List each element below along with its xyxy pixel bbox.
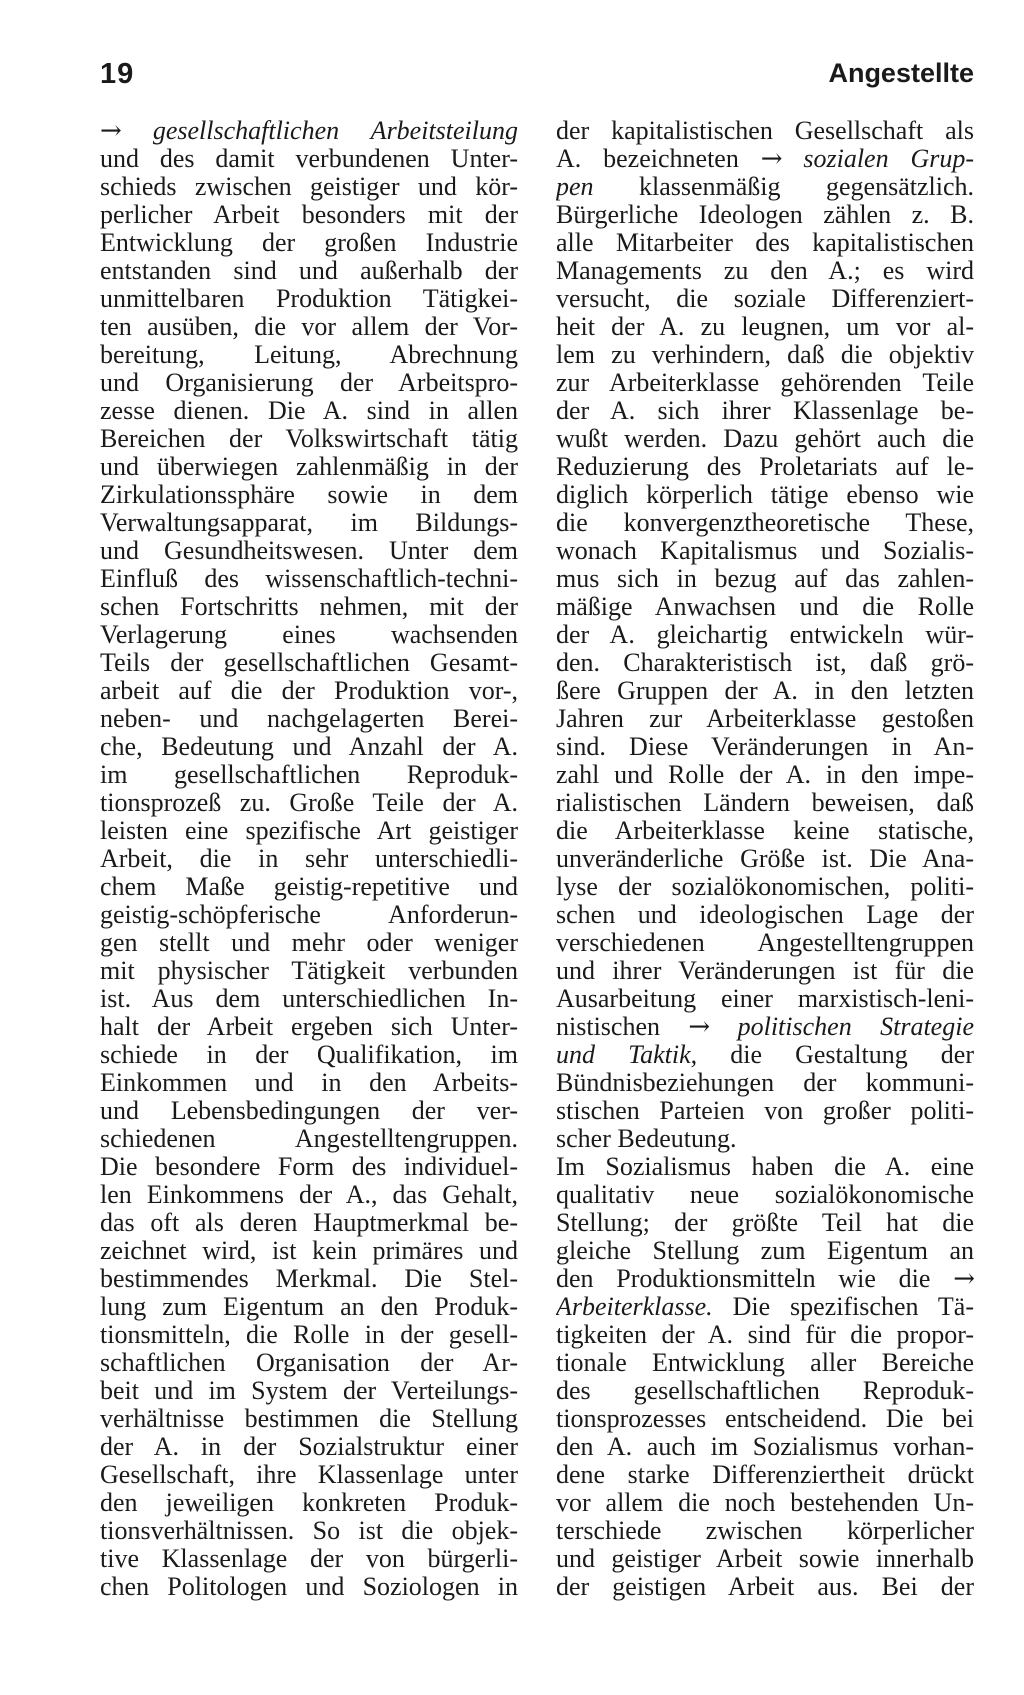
text-segment: im gesellschaftlichen Reproduk- bbox=[100, 761, 518, 789]
text-segment: rialistischen Ländern beweisen, daß bbox=[556, 789, 974, 817]
text-segment: die Arbeiterklasse keine statische, bbox=[556, 817, 974, 845]
text-line bbox=[100, 1377, 518, 1405]
text-line bbox=[556, 789, 974, 817]
text-line bbox=[556, 929, 974, 957]
text-line bbox=[556, 1209, 974, 1237]
text-segment: gen stellt und mehr oder weniger bbox=[100, 929, 518, 957]
italic-reference-text: Arbeiterklasse. bbox=[556, 1293, 713, 1321]
text-line bbox=[100, 817, 518, 845]
text-line bbox=[556, 481, 974, 509]
text-segment: stischen Parteien von großer politi- bbox=[556, 1097, 974, 1125]
text-segment: schaftlichen Organisation der Ar- bbox=[100, 1349, 518, 1377]
text-line bbox=[556, 509, 974, 537]
text-line bbox=[556, 733, 974, 761]
text-segment: tigkeiten der A. sind für die propor- bbox=[556, 1321, 974, 1349]
text-line bbox=[556, 1013, 974, 1041]
text-segment: neben- und nachgelagerten Berei- bbox=[100, 705, 518, 733]
text-segment: arbeit auf die der Produktion vor-, bbox=[100, 677, 518, 705]
text-line bbox=[100, 593, 518, 621]
text-segment: der A. in der Sozialstruktur einer bbox=[100, 1433, 518, 1461]
italic-reference-text: und Taktik, bbox=[556, 1041, 698, 1069]
text-line bbox=[556, 1125, 974, 1153]
text-segment: dene starke Differenziertheit drückt bbox=[556, 1461, 974, 1489]
text-line bbox=[100, 425, 518, 453]
text-line bbox=[556, 453, 974, 481]
text-line bbox=[100, 1209, 518, 1237]
text-line bbox=[556, 817, 974, 845]
text-line bbox=[556, 1097, 974, 1125]
text-segment: zeichnet wird, ist kein primäres und bbox=[100, 1237, 518, 1265]
text-line bbox=[100, 1349, 518, 1377]
text-line bbox=[556, 1181, 974, 1209]
text-segment: sind. Diese Veränderungen in An- bbox=[556, 733, 974, 761]
text-line bbox=[556, 117, 974, 145]
text-segment: Jahren zur Arbeiterklasse gestoßen bbox=[556, 705, 974, 733]
text-line bbox=[556, 537, 974, 565]
text-line bbox=[556, 229, 974, 257]
text-segment: Reduzierung des Proletariats auf le- bbox=[556, 453, 974, 481]
arrow-reference-icon: → bbox=[760, 145, 782, 173]
text-segment: Im Sozialismus haben die A. eine bbox=[556, 1153, 974, 1181]
text-line bbox=[100, 705, 518, 733]
text-segment: und ihrer Veränderungen ist für die bbox=[556, 957, 974, 985]
arrow-reference-icon: → bbox=[688, 1013, 710, 1041]
text-segment: mäßige Anwachsen und die Rolle bbox=[556, 593, 974, 621]
text-line bbox=[100, 537, 518, 565]
text-segment: tionsprozeß zu. Große Teile der A. bbox=[100, 789, 518, 817]
text-segment: vor allem die noch bestehenden Un- bbox=[556, 1489, 974, 1517]
text-segment: ßere Gruppen der A. in den letzten bbox=[556, 677, 974, 705]
text-line bbox=[556, 901, 974, 929]
text-line bbox=[100, 313, 518, 341]
text-column-right bbox=[556, 117, 974, 1601]
text-segment: diglich körperlich tätige ebenso wie bbox=[556, 481, 974, 509]
text-line bbox=[100, 1545, 518, 1573]
page-number: 19 bbox=[100, 58, 135, 90]
text-line bbox=[556, 621, 974, 649]
text-line bbox=[100, 1153, 518, 1181]
text-segment: Die spezifischen Tä- bbox=[712, 1293, 974, 1321]
text-segment: das oft als deren Hauptmerkmal be- bbox=[100, 1209, 518, 1237]
text-segment: verschiedenen Angestelltengruppen bbox=[556, 929, 974, 957]
text-segment: und des damit verbundenen Unter- bbox=[100, 145, 518, 173]
running-head: Angestellte bbox=[828, 58, 974, 88]
text-line bbox=[100, 677, 518, 705]
text-line bbox=[556, 1153, 974, 1181]
text-line bbox=[100, 1433, 518, 1461]
text-line bbox=[100, 1237, 518, 1265]
text-segment: wonach Kapitalismus und Sozialis- bbox=[556, 537, 974, 565]
text-segment: Managements zu den A.; es wird bbox=[556, 257, 974, 285]
page-header bbox=[100, 58, 974, 98]
text-line bbox=[100, 1461, 518, 1489]
text-line bbox=[100, 229, 518, 257]
text-segment: mit physischer Tätigkeit verbunden bbox=[100, 957, 518, 985]
text-line bbox=[556, 1349, 974, 1377]
text-segment: len Einkommens der A., das Gehalt, bbox=[100, 1181, 518, 1209]
text-segment: mus sich in bezug auf das zahlen- bbox=[556, 565, 974, 593]
text-line bbox=[100, 397, 518, 425]
text-line bbox=[556, 1433, 974, 1461]
text-line bbox=[556, 313, 974, 341]
text-line bbox=[556, 1517, 974, 1545]
text-segment: chen Politologen und Soziologen in bbox=[100, 1573, 518, 1601]
text-line bbox=[100, 1181, 518, 1209]
text-line bbox=[556, 1461, 974, 1489]
text-line bbox=[556, 1321, 974, 1349]
text-line bbox=[100, 1489, 518, 1517]
text-line bbox=[100, 1573, 518, 1601]
text-segment: beit und im System der Verteilungs- bbox=[100, 1377, 518, 1405]
text-segment: heit der A. zu leugnen, um vor al- bbox=[556, 313, 974, 341]
text-segment: Gesellschaft, ihre Klassenlage unter bbox=[100, 1461, 518, 1489]
text-segment: entstanden sind und außerhalb der bbox=[100, 257, 518, 285]
text-line bbox=[556, 1545, 974, 1573]
text-line bbox=[100, 929, 518, 957]
text-segment: schiedenen Angestelltengruppen. bbox=[100, 1125, 518, 1153]
arrow-reference-icon: → bbox=[953, 1265, 974, 1293]
italic-reference-text: pen bbox=[556, 173, 594, 201]
text-line bbox=[556, 1237, 974, 1265]
text-segment: scher Bedeutung. bbox=[556, 1125, 737, 1153]
text-segment: Arbeit, die in sehr unterschiedli- bbox=[100, 845, 518, 873]
text-line bbox=[556, 1405, 974, 1433]
text-line bbox=[556, 1573, 974, 1601]
text-segment: zur Arbeiterklasse gehörenden Teile bbox=[556, 369, 974, 397]
italic-reference-text: gesellschaftlichen Arbeitsteilung bbox=[120, 117, 518, 145]
text-segment: tionsmitteln, die Rolle in der gesell- bbox=[100, 1321, 518, 1349]
text-segment: versucht, die soziale Differenziert- bbox=[556, 285, 974, 313]
text-line bbox=[556, 201, 974, 229]
arrow-reference-icon: → bbox=[100, 117, 121, 145]
text-line bbox=[100, 145, 518, 173]
text-line bbox=[100, 1265, 518, 1293]
text-line bbox=[100, 733, 518, 761]
text-segment: Zirkulationssphäre sowie in dem bbox=[100, 481, 518, 509]
text-segment: schiede in der Qualifikation, im bbox=[100, 1041, 518, 1069]
text-segment: die konvergenztheoretische These, bbox=[556, 509, 974, 537]
text-segment: A. bezeichneten bbox=[556, 145, 761, 173]
text-segment: zahl und Rolle der A. in den impe- bbox=[556, 761, 974, 789]
text-segment: klassenmäßig gegensätzlich. bbox=[593, 173, 974, 201]
text-line bbox=[100, 1013, 518, 1041]
text-line bbox=[100, 1517, 518, 1545]
text-segment: der A. gleichartig entwickeln wür- bbox=[556, 621, 974, 649]
text-line bbox=[556, 1377, 974, 1405]
text-segment: und Gesundheitswesen. Unter dem bbox=[100, 537, 518, 565]
text-line bbox=[556, 257, 974, 285]
text-segment: Teils der gesellschaftlichen Gesamt- bbox=[100, 649, 518, 677]
text-line bbox=[556, 1041, 974, 1069]
text-line bbox=[556, 397, 974, 425]
italic-reference-text: sozialen Grup- bbox=[781, 145, 974, 173]
text-segment: tionale Entwicklung aller Bereiche bbox=[556, 1349, 974, 1377]
text-line bbox=[100, 621, 518, 649]
text-segment: bereitung, Leitung, Abrechnung bbox=[100, 341, 518, 369]
text-line bbox=[556, 1069, 974, 1097]
text-line bbox=[100, 509, 518, 537]
text-line bbox=[100, 761, 518, 789]
text-segment: schen und ideologischen Lage der bbox=[556, 901, 974, 929]
text-segment: Bereichen der Volkswirtschaft tätig bbox=[100, 425, 518, 453]
text-segment: Die besondere Form des individuel- bbox=[100, 1153, 518, 1181]
text-segment: der A. sich ihrer Klassenlage be- bbox=[556, 397, 974, 425]
text-segment: Bündnisbeziehungen der kommuni- bbox=[556, 1069, 974, 1097]
text-segment: Ausarbeitung einer marxistisch-leni- bbox=[556, 985, 974, 1013]
text-line bbox=[556, 1265, 974, 1293]
text-line bbox=[556, 873, 974, 901]
text-line bbox=[556, 1489, 974, 1517]
text-segment: che, Bedeutung und Anzahl der A. bbox=[100, 733, 518, 761]
text-segment: wußt werden. Dazu gehört auch die bbox=[556, 425, 974, 453]
text-line bbox=[100, 1405, 518, 1433]
text-segment: Verlagerung eines wachsenden bbox=[100, 621, 518, 649]
text-line bbox=[100, 1293, 518, 1321]
text-line bbox=[556, 705, 974, 733]
text-segment: ist. Aus dem unterschiedlichen In- bbox=[100, 985, 518, 1013]
text-segment: und Lebensbedingungen der ver- bbox=[100, 1097, 518, 1125]
text-line bbox=[100, 565, 518, 593]
text-line bbox=[556, 845, 974, 873]
text-segment: Bürgerliche Ideologen zählen z. B. bbox=[556, 201, 974, 229]
text-line bbox=[556, 761, 974, 789]
text-line bbox=[100, 845, 518, 873]
text-line bbox=[556, 425, 974, 453]
text-segment: Entwicklung der großen Industrie bbox=[100, 229, 518, 257]
text-segment: ten ausüben, die vor allem der Vor- bbox=[100, 313, 518, 341]
text-segment: lyse der sozialökonomischen, politi- bbox=[556, 873, 974, 901]
text-line bbox=[100, 1125, 518, 1153]
text-line bbox=[100, 873, 518, 901]
text-line bbox=[556, 173, 974, 201]
text-line bbox=[100, 285, 518, 313]
text-segment: gleiche Stellung zum Eigentum an bbox=[556, 1237, 974, 1265]
text-segment: und überwiegen zahlenmäßig in der bbox=[100, 453, 518, 481]
text-line bbox=[100, 901, 518, 929]
text-line bbox=[556, 1293, 974, 1321]
text-line bbox=[100, 1069, 518, 1097]
text-segment: tive Klassenlage der von bürgerli- bbox=[100, 1545, 518, 1573]
text-segment: alle Mitarbeiter des kapitalistischen bbox=[556, 229, 974, 257]
italic-reference-text: politischen Strategie bbox=[709, 1013, 974, 1041]
text-line bbox=[100, 957, 518, 985]
text-line bbox=[100, 453, 518, 481]
text-line bbox=[100, 1321, 518, 1349]
text-line bbox=[556, 593, 974, 621]
text-segment: die Gestaltung der bbox=[697, 1041, 974, 1069]
text-segment: der kapitalistischen Gesellschaft als bbox=[556, 117, 974, 145]
text-line bbox=[556, 145, 974, 173]
text-segment: unveränderliche Größe ist. Die Ana- bbox=[556, 845, 974, 873]
text-column-left bbox=[100, 117, 518, 1601]
text-line bbox=[100, 1041, 518, 1069]
text-segment: Verwaltungsapparat, im Bildungs- bbox=[100, 509, 518, 537]
text-line bbox=[100, 1097, 518, 1125]
text-segment: schieds zwischen geistiger und kör- bbox=[100, 173, 518, 201]
text-segment: qualitativ neue sozialökonomische bbox=[556, 1181, 974, 1209]
text-segment: verhältnisse bestimmen die Stellung bbox=[100, 1405, 518, 1433]
text-line bbox=[556, 957, 974, 985]
text-line bbox=[100, 341, 518, 369]
text-segment: perlicher Arbeit besonders mit der bbox=[100, 201, 518, 229]
text-line bbox=[556, 285, 974, 313]
text-line bbox=[556, 341, 974, 369]
text-line bbox=[556, 985, 974, 1013]
text-segment: und geistiger Arbeit sowie innerhalb bbox=[556, 1545, 974, 1573]
text-segment: halt der Arbeit ergeben sich Unter- bbox=[100, 1013, 518, 1041]
text-line bbox=[100, 257, 518, 285]
text-segment: zesse dienen. Die A. sind in allen bbox=[100, 397, 518, 425]
text-segment: geistig-schöpferische Anforderun- bbox=[100, 901, 518, 929]
text-segment: leisten eine spezifische Art geistiger bbox=[100, 817, 518, 845]
text-segment: den. Charakteristisch ist, daß grö- bbox=[556, 649, 974, 677]
text-segment: der geistigen Arbeit aus. Bei der bbox=[556, 1573, 974, 1601]
text-segment: tionsprozesses entscheidend. Die bei bbox=[556, 1405, 974, 1433]
text-segment: und Organisierung der Arbeitspro- bbox=[100, 369, 518, 397]
text-line bbox=[100, 481, 518, 509]
text-line bbox=[100, 173, 518, 201]
text-segment: des gesellschaftlichen Reproduk- bbox=[556, 1377, 974, 1405]
text-segment: tionsverhältnissen. So ist die objek- bbox=[100, 1517, 518, 1545]
text-line bbox=[100, 369, 518, 397]
text-segment: nistischen bbox=[556, 1013, 689, 1041]
text-segment: schen Fortschritts nehmen, mit der bbox=[100, 593, 518, 621]
text-line bbox=[100, 985, 518, 1013]
text-segment: terschiede zwischen körperlicher bbox=[556, 1517, 974, 1545]
text-segment: Einkommen und in den Arbeits- bbox=[100, 1069, 518, 1097]
text-segment: Stellung; der größte Teil hat die bbox=[556, 1209, 974, 1237]
text-line bbox=[556, 649, 974, 677]
text-line bbox=[556, 677, 974, 705]
text-segment: lem zu verhindern, daß die objektiv bbox=[556, 341, 974, 369]
text-segment: den jeweiligen konkreten Produk- bbox=[100, 1489, 518, 1517]
text-segment: den A. auch im Sozialismus vorhan- bbox=[556, 1433, 974, 1461]
text-segment: den Produktionsmitteln wie die bbox=[556, 1265, 954, 1293]
text-segment: unmittelbaren Produktion Tätigkei- bbox=[100, 285, 518, 313]
text-line bbox=[556, 369, 974, 397]
text-segment: bestimmendes Merkmal. Die Stel- bbox=[100, 1265, 518, 1293]
text-segment: Einfluß des wissenschaftlich-techni- bbox=[100, 565, 518, 593]
text-line bbox=[100, 201, 518, 229]
text-line bbox=[100, 649, 518, 677]
text-segment: lung zum Eigentum an den Produk- bbox=[100, 1293, 518, 1321]
text-segment: chem Maße geistig-repetitive und bbox=[100, 873, 518, 901]
text-line bbox=[556, 565, 974, 593]
text-line bbox=[100, 117, 518, 145]
text-line bbox=[100, 789, 518, 817]
